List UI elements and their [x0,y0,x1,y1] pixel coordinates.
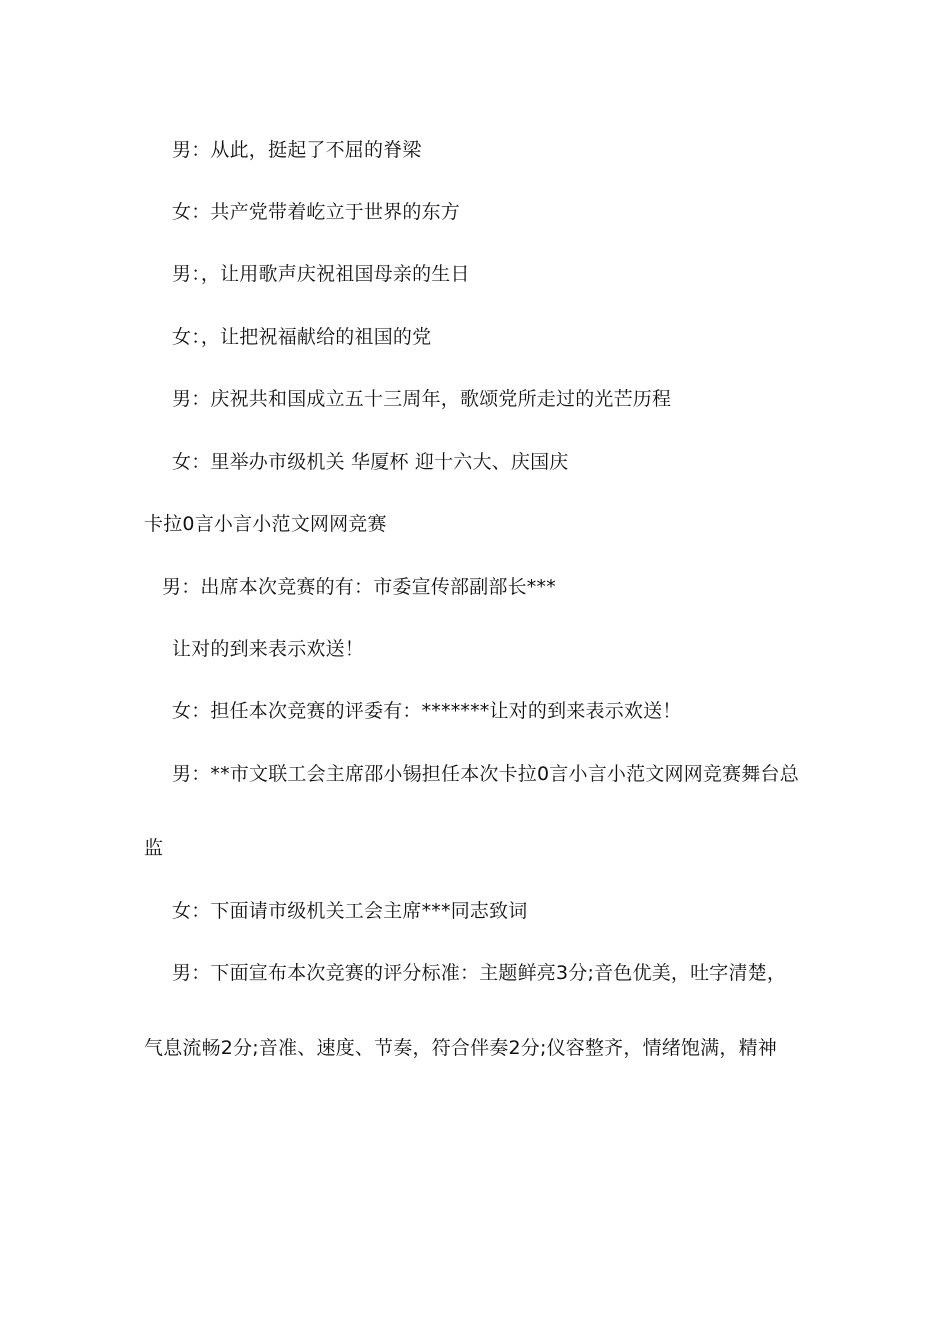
text-line: 女：下面请市级机关工会主席***同志致词 [172,900,528,922]
text-line: 让对的到来表示欢送！ [172,638,365,660]
text-line: 男：，让用歌声庆祝祖国母亲的生日 [172,263,470,285]
text-line: 卡拉0言小言小范文网网竞赛 [144,513,387,535]
text-line: 男：庆祝共和国成立五十三周年，歌颂党所走过的光芒历程 [172,388,672,410]
text-line: 女：里举办市级机关 华厦杯 迎十六大、庆国庆 [172,451,569,473]
text-line: 男：下面宣布本次竞赛的评分标准：主题鲜亮3分;音色优美，吐字清楚， [172,962,787,984]
text-line: 男：出席本次竞赛的有：市委宣传部副部长*** [162,576,556,598]
text-line: 男：**市文联工会主席邵小锡担任本次卡拉0言小言小范文网网竞赛舞台总 [172,763,799,785]
text-line: 女：担任本次竞赛的评委有：*******让对的到来表示欢送！ [172,700,682,722]
text-line: 男：从此，挺起了不屈的脊梁 [172,139,422,161]
text-line: 气息流畅2分;音准、速度、节奏，符合伴奏2分;仪容整齐，情绪饱满，精神 [144,1037,777,1059]
text-line: 女：，让把祝福献给的祖国的党 [172,326,432,348]
text-line: 监 [144,837,164,859]
text-line: 女：共产党带着屹立于世界的东方 [172,201,461,223]
